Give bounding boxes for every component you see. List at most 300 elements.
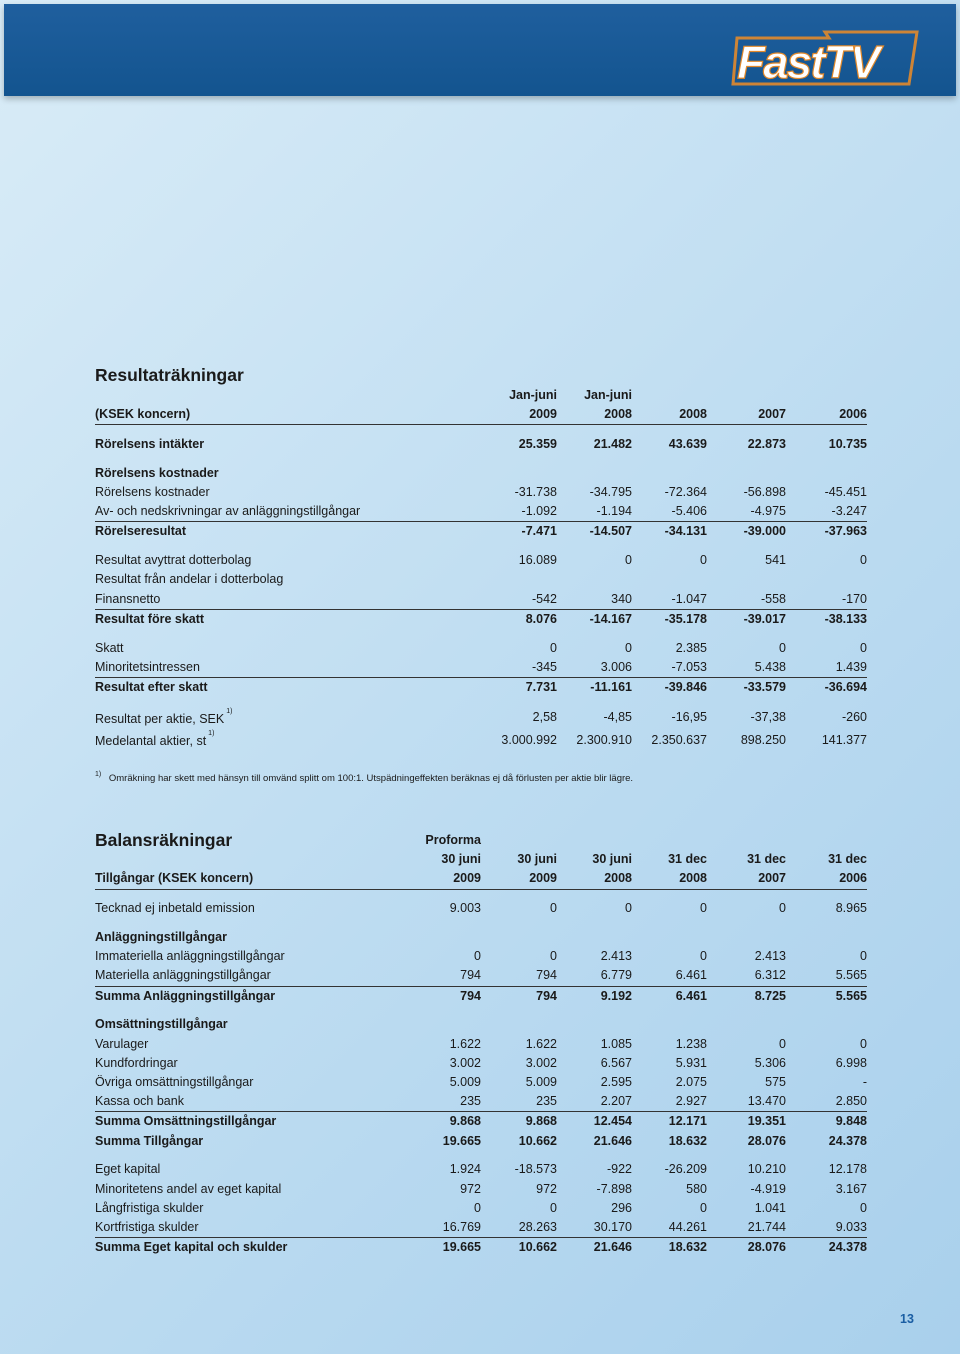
row-value-text: 24.378 (828, 1240, 867, 1255)
row-value (707, 464, 786, 483)
row-value (481, 1160, 557, 1179)
balance-header-date-cell-text: 31 dec (828, 852, 867, 867)
balance-header-proforma-cell (481, 831, 557, 850)
row-value (491, 522, 557, 542)
row-label-text: Rörelsens intäkter (95, 437, 205, 451)
row-value-text: -14.507 (589, 524, 632, 539)
row-label (95, 502, 491, 522)
row-value (557, 1132, 632, 1151)
row-value-text: 6.461 (675, 968, 707, 983)
row-value-text: 1.622 (449, 1036, 481, 1051)
row-value (632, 639, 707, 658)
row-label-text: Långfristiga skulder (95, 1200, 204, 1215)
table-row (95, 899, 867, 918)
row-label (95, 707, 491, 729)
row-value-text: 1.085 (600, 1036, 632, 1051)
row-value-text: 1.238 (675, 1036, 707, 1051)
row-value (557, 522, 632, 542)
row-label-text: Immateriella anläggningstillgångar (95, 949, 285, 964)
row-value-text: 16.089 (518, 553, 557, 568)
row-value (481, 1218, 557, 1238)
row-value-text: 9.868 (449, 1114, 481, 1129)
row-label (95, 729, 491, 751)
row-value-text: -4.975 (750, 504, 786, 519)
row-value (632, 570, 707, 589)
row-value (557, 986, 632, 1006)
row-value (707, 570, 786, 589)
row-value (491, 639, 557, 658)
row-value (411, 1112, 481, 1132)
table-row (95, 1073, 867, 1092)
row-value (786, 707, 867, 729)
footnote-marker: 1) (95, 771, 102, 778)
row-label (95, 658, 491, 678)
row-value-text: 19.351 (747, 1114, 786, 1129)
row-value (632, 1015, 707, 1034)
balance-header-date-cell-text: 30 juni (592, 852, 632, 867)
row-value (632, 1218, 707, 1238)
row-value-text: 21.646 (593, 1240, 632, 1255)
income-header-year-cell (786, 405, 867, 425)
balance-header-date-cell (95, 850, 411, 869)
row-value (557, 483, 632, 502)
row-value (707, 1073, 786, 1092)
row-value (786, 986, 867, 1006)
row-value-text: 30.170 (593, 1220, 632, 1235)
row-value-text: 2.850 (835, 1094, 867, 1109)
row-value (557, 590, 632, 610)
income-header-period-cell (557, 386, 632, 405)
row-value-text: 28.263 (518, 1220, 557, 1235)
row-value (707, 483, 786, 502)
table-row (95, 590, 867, 610)
row-value (632, 1092, 707, 1112)
income-header-year-cell-text: (KSEK koncern) (95, 407, 191, 422)
row-value-text: 0 (550, 901, 557, 916)
row-value-text: 2.350.637 (651, 732, 707, 747)
row-label-text: Övriga omsättningstillgångar (95, 1075, 254, 1090)
balance-header-proforma-cell (632, 831, 707, 850)
row-value (491, 570, 557, 589)
row-value (557, 1160, 632, 1179)
row-label (95, 966, 411, 986)
row-value-text: 8.725 (754, 988, 786, 1003)
row-value (557, 729, 632, 751)
row-value (491, 729, 557, 751)
income-header-year-cell (632, 405, 707, 425)
row-value (411, 1073, 481, 1092)
row-label (95, 435, 491, 454)
row-value-text: -4,85 (603, 710, 632, 725)
row-label (95, 1015, 411, 1034)
row-value-text: 43.639 (668, 437, 707, 451)
balance-header-proforma-cell (95, 831, 411, 850)
balance-header-proforma (95, 831, 867, 850)
income-header-period-cell (632, 386, 707, 405)
row-value-text: 5.306 (754, 1055, 786, 1070)
row-value (707, 639, 786, 658)
spacer-row (95, 697, 867, 707)
row-value (491, 502, 557, 522)
row-value (557, 947, 632, 966)
row-value (411, 1092, 481, 1112)
row-value-text: 1.622 (525, 1036, 557, 1051)
row-value (557, 1238, 632, 1258)
table-row (95, 1199, 867, 1218)
row-value (707, 609, 786, 629)
balance-header-date (95, 850, 867, 869)
row-value-text: 0 (700, 901, 707, 916)
row-label (95, 551, 491, 570)
row-label (95, 570, 491, 589)
row-value-text: -170 (841, 591, 867, 606)
row-value-text: 2.413 (600, 949, 632, 964)
row-value (481, 1132, 557, 1151)
row-value-text: 235 (460, 1094, 481, 1109)
row-label-text: Summa Anläggningstillgångar (95, 988, 276, 1003)
row-value (707, 928, 786, 947)
balance-header-date-cell (786, 850, 867, 869)
row-value (632, 1160, 707, 1179)
row-value-text: 3.006 (600, 659, 632, 674)
row-value (707, 1035, 786, 1054)
row-value-text: -33.579 (743, 680, 786, 695)
row-value (481, 1180, 557, 1199)
row-value (786, 947, 867, 966)
row-value (786, 639, 867, 658)
row-value (786, 1199, 867, 1218)
balance-header-date-cell-text: 30 juni (441, 852, 481, 867)
table-row (95, 522, 867, 542)
row-value (481, 899, 557, 918)
row-label-text: Varulager (95, 1036, 149, 1051)
row-value (786, 502, 867, 522)
income-header-year-cell (491, 405, 557, 425)
row-label-text: Resultat per aktie, SEK (95, 711, 225, 726)
row-value (707, 947, 786, 966)
row-value-text: 9.192 (600, 988, 632, 1003)
income-footnote (95, 773, 633, 784)
row-value (557, 1180, 632, 1199)
row-value (411, 986, 481, 1006)
row-value-text: -345 (531, 659, 557, 674)
row-value (707, 1199, 786, 1218)
row-value (707, 1054, 786, 1073)
row-value-text: 5.009 (449, 1075, 481, 1090)
income-header-year-cell-text: 2007 (758, 407, 786, 422)
row-label-text: Skatt (95, 640, 124, 655)
row-value (632, 658, 707, 678)
balance-header-date-cell-text: 31 dec (747, 852, 786, 867)
balance-header-date-cell-text: 31 dec (668, 852, 707, 867)
row-label (95, 1238, 411, 1258)
row-value (632, 1180, 707, 1199)
row-value (411, 1035, 481, 1054)
table-row (95, 729, 867, 751)
row-label-text: Eget kapital (95, 1162, 161, 1177)
row-label-text: Rörelsens kostnader (95, 485, 210, 499)
row-value (557, 1199, 632, 1218)
row-value (707, 1218, 786, 1238)
row-value-text: -36.694 (824, 680, 867, 695)
row-value (786, 658, 867, 678)
row-value-text: 2.413 (754, 949, 786, 964)
row-value (786, 590, 867, 610)
row-value (786, 1238, 867, 1258)
row-value-text: 22.873 (747, 437, 786, 451)
row-value-text: 2,58 (532, 710, 557, 725)
row-value-text: 21.744 (747, 1220, 786, 1235)
row-value-text: 6.998 (835, 1055, 867, 1070)
row-value (632, 1132, 707, 1151)
row-value-text: -35.178 (664, 611, 707, 626)
row-label (95, 1132, 411, 1151)
row-value-text: -56.898 (743, 485, 786, 499)
row-value-text: 5.565 (835, 988, 867, 1003)
row-value (632, 678, 707, 698)
row-value-text: 2.595 (600, 1075, 632, 1090)
row-value-text: 0 (550, 1200, 557, 1215)
row-value-text: 28.076 (747, 1133, 786, 1148)
row-value (557, 1092, 632, 1112)
row-label (95, 678, 491, 698)
row-value (411, 1238, 481, 1258)
row-value-text: - (862, 1075, 867, 1090)
row-value-text: 580 (686, 1181, 707, 1196)
row-label (95, 1199, 411, 1218)
income-header-period-cell (95, 386, 491, 405)
balance-sheet-table (95, 831, 867, 1257)
table-row (95, 1054, 867, 1073)
row-value-text: 6.461 (675, 988, 707, 1003)
row-value-text: -542 (531, 591, 557, 606)
row-value (481, 1199, 557, 1218)
row-value-text: 3.167 (835, 1181, 867, 1196)
row-value (632, 899, 707, 918)
row-label-text: Omsättningstillgångar (95, 1017, 228, 1032)
balance-header-year-cell (632, 869, 707, 889)
row-value-text: 5.009 (525, 1075, 557, 1090)
table-row (95, 986, 867, 1006)
row-value (557, 639, 632, 658)
row-value-text: 0 (779, 1036, 786, 1051)
row-value-text: 8.965 (835, 901, 867, 916)
row-value (707, 590, 786, 610)
row-value (481, 1238, 557, 1258)
row-value (707, 502, 786, 522)
row-value-text: 2.207 (600, 1094, 632, 1109)
row-value-text: -7.053 (671, 659, 707, 674)
row-value (786, 1112, 867, 1132)
row-value-text: 340 (611, 591, 632, 606)
income-statement-title: Resultaträkningar (95, 365, 244, 385)
row-value (786, 1073, 867, 1092)
row-value (557, 1073, 632, 1092)
row-label-text: Resultat efter skatt (95, 680, 208, 695)
row-value (632, 947, 707, 966)
row-value-text: -38.133 (824, 611, 867, 626)
row-value (481, 1015, 557, 1034)
income-statement-table (95, 386, 867, 752)
row-label-text: Av- och nedskrivningar av anläggningstillgångar (95, 504, 361, 519)
row-value (557, 966, 632, 986)
table-row (95, 678, 867, 698)
footnote-ref: 1) (208, 730, 215, 738)
row-value-text: 9.033 (835, 1220, 867, 1235)
row-label-text: Anläggningstillgångar (95, 930, 227, 944)
row-value (557, 658, 632, 678)
row-value-text: 5.931 (675, 1055, 707, 1070)
balance-header-proforma-cell-text: Proforma (425, 833, 481, 847)
row-label (95, 986, 411, 1006)
footnote-ref: 1) (226, 707, 233, 715)
table-row (95, 483, 867, 502)
income-header-period-cell (786, 386, 867, 405)
row-value-text: 9.848 (835, 1114, 867, 1129)
income-header-year-cell-text: 2008 (604, 407, 632, 422)
row-value (786, 1035, 867, 1054)
row-value (481, 947, 557, 966)
row-value (481, 1092, 557, 1112)
row-value-text: 0 (779, 640, 786, 655)
row-value-text: -39.846 (664, 680, 707, 695)
balance-header-date-cell (557, 850, 632, 869)
row-value-text: 21.482 (593, 437, 632, 451)
row-label (95, 609, 491, 629)
row-value (707, 658, 786, 678)
balance-header-proforma-cell (707, 831, 786, 850)
row-value-text: -558 (760, 591, 786, 606)
table-row (95, 551, 867, 570)
income-header-year-cell-text: 2009 (529, 407, 557, 422)
row-value (481, 1073, 557, 1092)
row-value-text: -11.161 (590, 680, 632, 695)
row-value-text: 10.662 (518, 1133, 557, 1148)
table-row (95, 570, 867, 589)
row-value (707, 729, 786, 751)
row-value-text: 3.002 (525, 1055, 557, 1070)
row-value-text: 0 (860, 553, 867, 568)
row-value-text: 19.665 (442, 1240, 481, 1255)
row-value-text: 235 (536, 1094, 557, 1109)
spacer-row (95, 889, 867, 899)
balance-header-proforma-cell (557, 831, 632, 850)
row-value (786, 551, 867, 570)
row-value-text: 0 (625, 553, 632, 568)
row-label (95, 1073, 411, 1092)
row-value-text: 10.210 (747, 1162, 786, 1177)
page-number: 13 (900, 1312, 914, 1326)
row-label-text: Medelantal aktier, st (95, 734, 207, 749)
row-value (786, 1180, 867, 1199)
row-value (786, 966, 867, 986)
row-value (786, 729, 867, 751)
table-row (95, 1092, 867, 1112)
row-value-text: 18.632 (668, 1133, 707, 1148)
row-value-text: 10.735 (828, 437, 867, 451)
row-value-text: -37.963 (824, 524, 867, 539)
table-row (95, 928, 867, 947)
row-value-text: 0 (700, 1200, 707, 1215)
row-value-text: 794 (536, 988, 557, 1003)
balance-header-year-cell-text: 2007 (758, 871, 786, 886)
row-label (95, 947, 411, 966)
row-value (411, 1218, 481, 1238)
row-value (632, 707, 707, 729)
row-value (707, 986, 786, 1006)
row-value-text: 141.377 (821, 732, 867, 747)
row-label-text: Finansnetto (95, 591, 161, 606)
row-value (411, 947, 481, 966)
row-value (632, 1035, 707, 1054)
row-value (491, 658, 557, 678)
row-value (707, 551, 786, 570)
row-value (786, 1160, 867, 1179)
table-row (95, 1035, 867, 1054)
row-label-text: Kundfordringar (95, 1055, 178, 1070)
logo-text: FastTV (737, 36, 879, 88)
row-value (632, 551, 707, 570)
row-value (557, 707, 632, 729)
table-row (95, 1015, 867, 1034)
row-value-text: 2.300.910 (576, 732, 632, 747)
row-value (481, 928, 557, 947)
row-value-text: -1.194 (596, 504, 632, 519)
row-value-text: 21.646 (593, 1133, 632, 1148)
row-value-text: -18.573 (514, 1162, 557, 1177)
row-value-text: 6.312 (754, 968, 786, 983)
balance-header-date-cell (632, 850, 707, 869)
row-value (557, 1112, 632, 1132)
row-value-text: 2.927 (675, 1094, 707, 1109)
row-value-text: -39.017 (743, 611, 786, 626)
row-value-text: 6.567 (600, 1055, 632, 1070)
row-label (95, 522, 491, 542)
row-label-text: Resultat före skatt (95, 611, 205, 626)
row-value-text: 1.041 (754, 1200, 786, 1215)
row-value-text: 28.076 (747, 1240, 786, 1255)
row-value (632, 928, 707, 947)
row-label (95, 639, 491, 658)
income-header-year-cell-text: 2006 (839, 407, 867, 422)
row-value-text: -922 (606, 1162, 632, 1177)
row-value (557, 464, 632, 483)
balance-header-year-cell (786, 869, 867, 889)
income-header-period-cell (491, 386, 557, 405)
row-value (557, 1035, 632, 1054)
row-value-text: 0 (474, 1200, 481, 1215)
row-value (557, 899, 632, 918)
table-row (95, 947, 867, 966)
row-value (481, 986, 557, 1006)
table-row (95, 609, 867, 629)
row-value-text: 3.000.992 (501, 732, 557, 747)
balance-header-year-cell (95, 869, 411, 889)
row-value (707, 966, 786, 986)
spacer-row (95, 454, 867, 464)
row-value (786, 928, 867, 947)
row-value (491, 678, 557, 698)
income-header-year-cell (95, 405, 491, 425)
row-value (411, 1054, 481, 1073)
row-value (632, 729, 707, 751)
row-label (95, 483, 491, 502)
row-value (707, 1160, 786, 1179)
row-value-text: -16,95 (671, 710, 707, 725)
row-value-text: 19.665 (442, 1133, 481, 1148)
balance-header-date-cell (411, 850, 481, 869)
income-header-period-cell (707, 386, 786, 405)
